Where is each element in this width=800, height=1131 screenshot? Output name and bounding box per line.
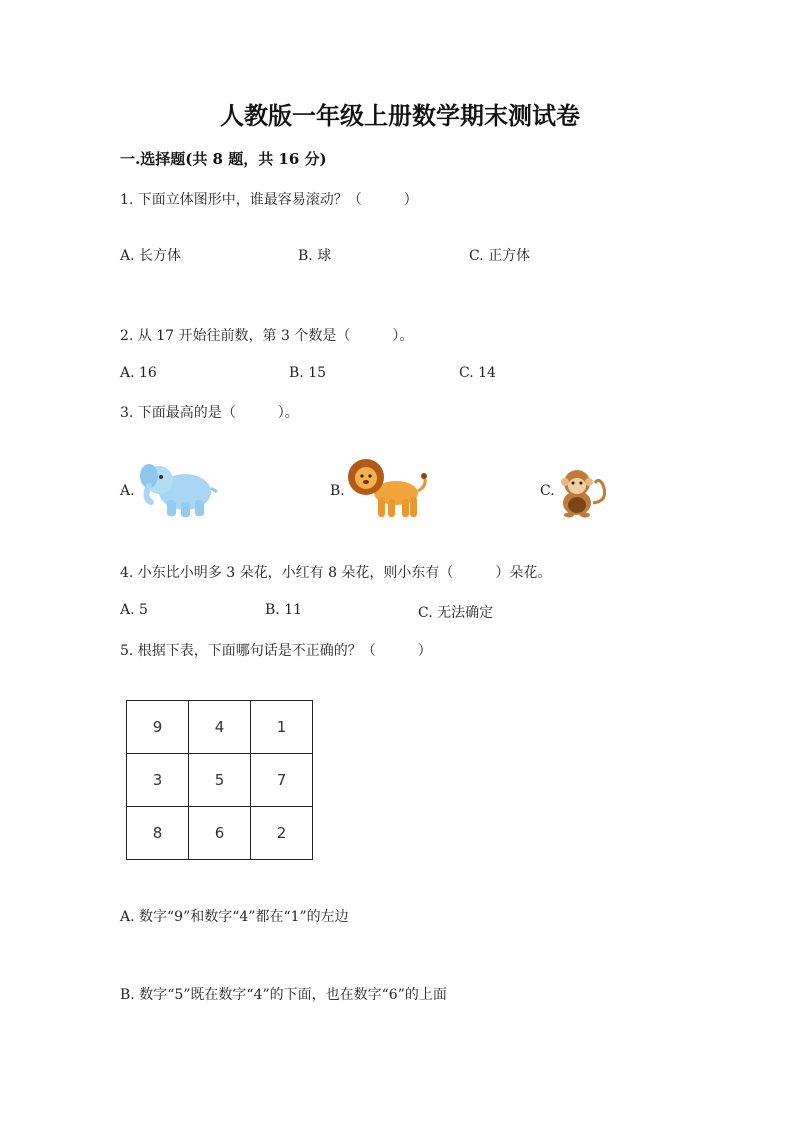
table-cell: 2	[251, 807, 313, 860]
question-1-option-b[interactable]: B. 球	[298, 248, 332, 264]
question-2-option-a[interactable]: A. 16	[120, 365, 157, 381]
question-2-stem: 2. 从 17 开始往前数，第 3 个数是（ ）。	[120, 328, 414, 344]
question-5-stem: 5. 根据下表，下面哪句话是不正确的？（ ）	[120, 643, 432, 659]
question-4-option-c[interactable]: C. 无法确定	[418, 605, 494, 621]
question-3-stem: 3. 下面最高的是（ ）。	[120, 405, 299, 421]
question-2-option-b[interactable]: B. 15	[289, 365, 327, 381]
page-title: 人教版一年级上册数学期末测试卷	[220, 101, 580, 130]
table-row	[127, 701, 313, 754]
question-3-option-c[interactable]: C.	[540, 483, 555, 499]
section-heading: 一.选择题(共 8 题，共 16 分)	[120, 150, 327, 168]
table-row	[127, 807, 313, 860]
table-cell: 5	[189, 754, 251, 807]
table-cell: 8	[127, 807, 189, 860]
lion-image	[346, 455, 430, 521]
question-1-option-a[interactable]: A. 长方体	[120, 248, 182, 264]
question-3-option-a[interactable]: A.	[120, 483, 135, 499]
table-cell: 3	[127, 754, 189, 807]
question-4-option-b[interactable]: B. 11	[265, 602, 303, 618]
monkey-image	[555, 463, 611, 519]
table-cell: 1	[251, 701, 313, 754]
question-5-option-a[interactable]: A. 数字“9”和数字“4”都在“1”的左边	[120, 909, 349, 925]
table-row	[127, 754, 313, 807]
table-cell: 7	[251, 754, 313, 807]
table-cell: 4	[189, 701, 251, 754]
question-4-option-a[interactable]: A. 5	[120, 602, 148, 618]
question-1-option-c[interactable]: C. 正方体	[469, 248, 531, 264]
question-4-stem: 4. 小东比小明多 3 朵花，小红有 8 朵花，则小东有（ ）朵花。	[120, 565, 552, 581]
question-2-option-c[interactable]: C. 14	[459, 365, 496, 381]
question-5-option-b[interactable]: B. 数字“5”既在数字“4”的下面，也在数字“6”的上面	[120, 987, 447, 1003]
elephant-image	[137, 458, 219, 520]
table-cell: 6	[189, 807, 251, 860]
question-1-stem: 1. 下面立体图形中，谁最容易滚动？（ ）	[120, 192, 418, 208]
table-cell: 9	[127, 701, 189, 754]
question-3-option-b[interactable]: B.	[330, 483, 345, 499]
number-grid-table	[126, 700, 313, 860]
